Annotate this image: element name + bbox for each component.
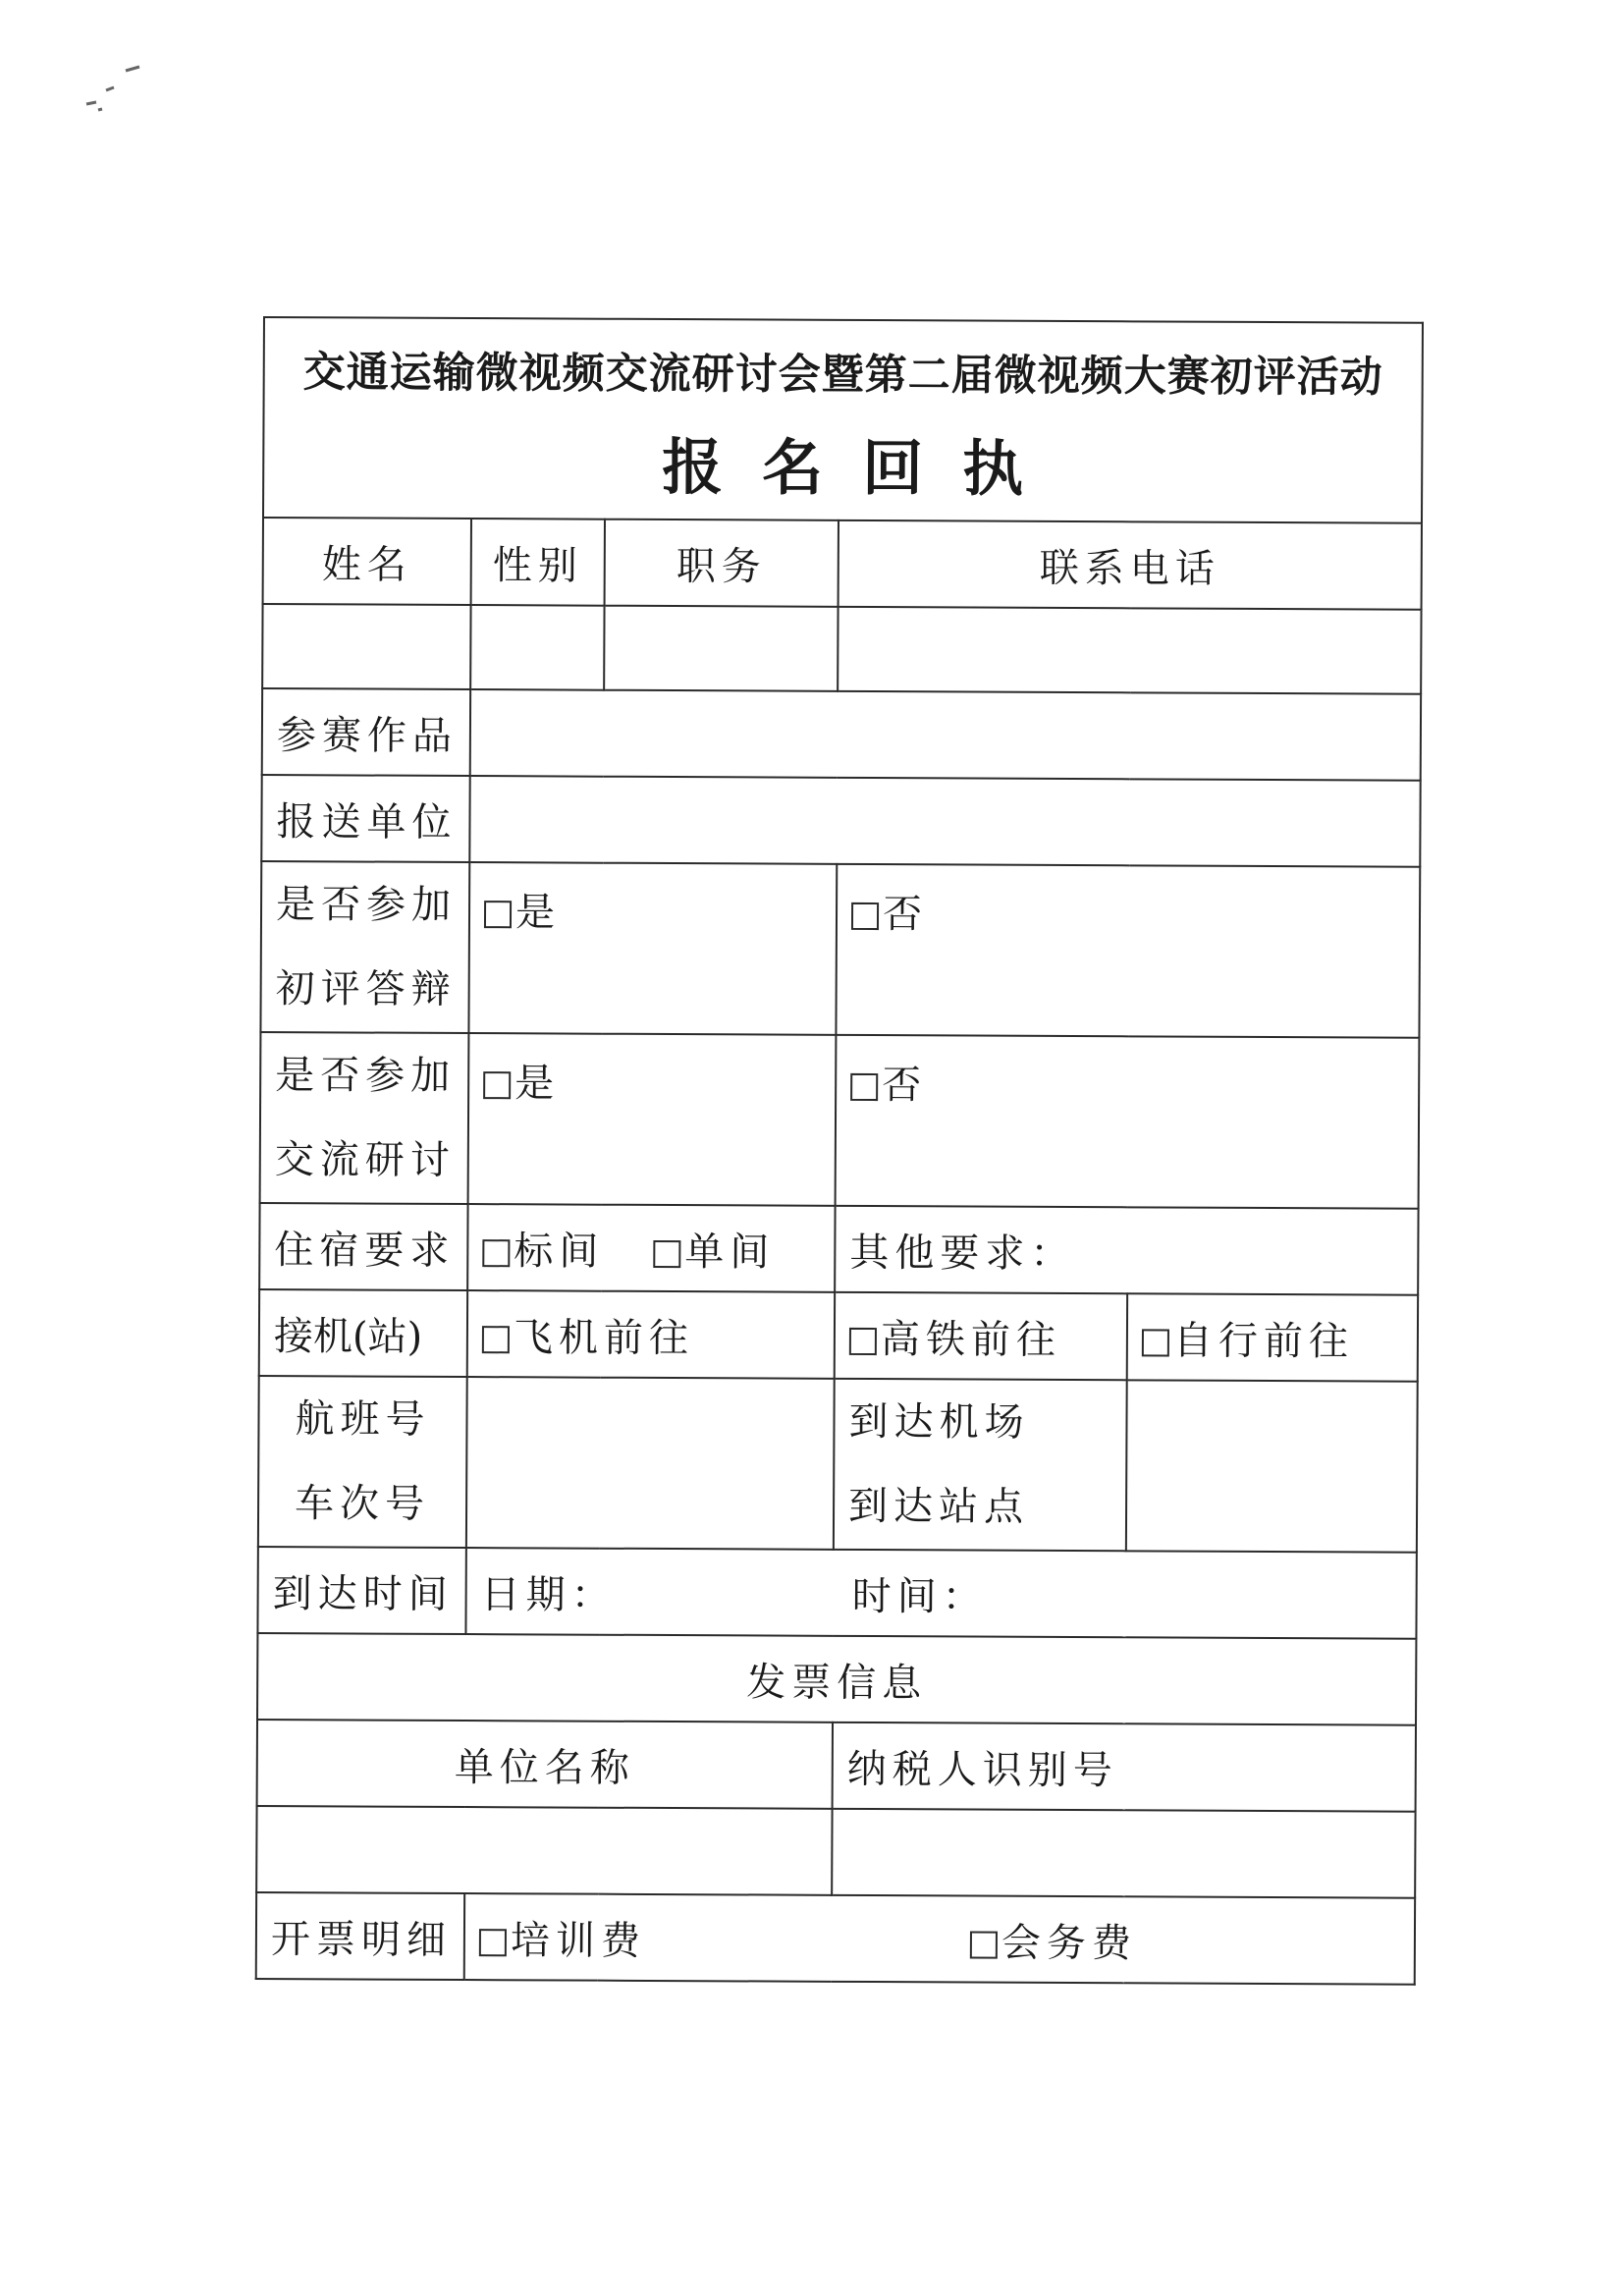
defense-yes-option[interactable] xyxy=(468,862,837,1035)
registration-form-table xyxy=(255,316,1424,1986)
invoice-detail-options xyxy=(464,1893,1415,1985)
arrival-time-field[interactable] xyxy=(465,1548,1416,1639)
training-fee-checkbox[interactable] xyxy=(479,1929,507,1956)
phone-header: 联系电话 xyxy=(839,520,1422,610)
name-header: 姓名 xyxy=(263,518,471,605)
header-row xyxy=(263,518,1422,610)
single-room-label: 单间 xyxy=(684,1229,776,1276)
flight-train-label xyxy=(258,1376,467,1548)
train-no-label: 车次号 xyxy=(294,1481,431,1527)
defense-yes-label: 是 xyxy=(514,890,556,936)
rail-option[interactable] xyxy=(835,1292,1127,1380)
pickup-row xyxy=(259,1289,1418,1382)
flight-row xyxy=(258,1376,1418,1553)
defense-no-label: 否 xyxy=(882,892,923,938)
invoice-header-row xyxy=(257,1720,1416,1812)
plane-label: 飞机前往 xyxy=(513,1314,695,1361)
defense-yes-checkbox[interactable] xyxy=(484,901,512,928)
exchange-label-line2: 交流研讨 xyxy=(274,1137,456,1183)
exchange-no-checkbox[interactable] xyxy=(850,1073,878,1101)
twin-room-checkbox[interactable] xyxy=(482,1239,510,1267)
rail-checkbox[interactable] xyxy=(849,1327,877,1354)
position-field[interactable] xyxy=(604,606,838,691)
arrive-airport-label: 到达机场 xyxy=(848,1398,1030,1446)
self-travel-option[interactable] xyxy=(1127,1293,1418,1381)
defense-row xyxy=(260,861,1420,1038)
company-name-field[interactable] xyxy=(256,1806,832,1895)
exchange-row xyxy=(260,1032,1420,1209)
lodging-options xyxy=(467,1204,835,1292)
single-room-checkbox[interactable] xyxy=(653,1239,680,1267)
arrival-place-label xyxy=(834,1379,1127,1551)
plane-checkbox[interactable] xyxy=(482,1326,510,1353)
flight-no-label: 航班号 xyxy=(295,1396,431,1443)
plane-option[interactable] xyxy=(467,1290,835,1379)
invoice-detail-label: 开票明细 xyxy=(256,1892,464,1980)
arrival-time-label: 到达时间 xyxy=(257,1547,465,1634)
gender-field[interactable] xyxy=(470,605,604,690)
company-name-header: 单位名称 xyxy=(257,1720,833,1809)
exchange-yes-option[interactable] xyxy=(468,1033,837,1206)
exchange-label xyxy=(260,1032,469,1204)
exchange-yes-label: 是 xyxy=(514,1061,555,1107)
meeting-fee-label: 会务费 xyxy=(1001,1920,1138,1966)
defense-no-checkbox[interactable] xyxy=(851,902,879,930)
twin-room-label: 标间 xyxy=(514,1228,605,1275)
defense-label-line1: 是否参加 xyxy=(275,882,458,928)
flight-train-field[interactable] xyxy=(466,1377,835,1550)
invoice-detail-row xyxy=(256,1892,1415,1985)
entry-field[interactable] xyxy=(470,689,1421,781)
title-row xyxy=(263,317,1423,523)
arrival-place-field[interactable] xyxy=(1126,1380,1418,1552)
exchange-no-option[interactable] xyxy=(836,1035,1420,1209)
training-fee-label: 培训费 xyxy=(510,1917,647,1964)
self-travel-checkbox[interactable] xyxy=(1142,1329,1169,1356)
tax-id-field[interactable] xyxy=(832,1809,1415,1898)
invoice-info-header: 发票信息 xyxy=(257,1633,1416,1725)
unit-row xyxy=(261,775,1420,867)
invoice-value-row xyxy=(256,1806,1415,1898)
exchange-no-label: 否 xyxy=(882,1063,922,1109)
invoice-info-row xyxy=(257,1633,1416,1725)
self-travel-label: 自行前往 xyxy=(1172,1318,1355,1364)
meeting-fee-checkbox[interactable] xyxy=(970,1931,998,1958)
unit-field[interactable] xyxy=(469,776,1420,867)
exchange-yes-checkbox[interactable] xyxy=(483,1071,511,1099)
personal-info-row xyxy=(262,604,1421,694)
arrival-time-row xyxy=(257,1547,1416,1639)
entry-label: 参赛作品 xyxy=(262,688,470,776)
arrive-station-label: 到达站点 xyxy=(847,1483,1030,1530)
gender-header: 性别 xyxy=(471,519,605,606)
position-header: 职务 xyxy=(605,519,839,607)
date-label: 日期： xyxy=(480,1571,617,1618)
lodging-row xyxy=(259,1203,1418,1295)
defense-label xyxy=(260,861,469,1033)
name-field[interactable] xyxy=(262,604,470,689)
other-requirements-field[interactable]: 其他要求： xyxy=(835,1206,1418,1295)
defense-no-option[interactable] xyxy=(836,864,1420,1038)
phone-field[interactable] xyxy=(838,607,1421,694)
exchange-label-line1: 是否参加 xyxy=(275,1053,457,1099)
time-label: 时间： xyxy=(851,1573,988,1620)
tax-id-header: 纳税人识别号 xyxy=(833,1722,1416,1812)
pickup-label: 接机(站) xyxy=(259,1289,467,1377)
lodging-label: 住宿要求 xyxy=(259,1203,467,1290)
unit-label: 报送单位 xyxy=(261,775,469,862)
defense-label-line2: 初评答辩 xyxy=(275,966,457,1012)
scan-speck-mark xyxy=(47,61,155,139)
form-subtitle: 报名回执 xyxy=(662,430,1063,505)
rail-label: 高铁前往 xyxy=(880,1316,1062,1363)
entry-row xyxy=(262,688,1421,781)
title-cell xyxy=(263,317,1423,523)
form-title: 交通运输微视频交流研讨会暨第二届微视频大赛初评活动 xyxy=(302,348,1383,403)
